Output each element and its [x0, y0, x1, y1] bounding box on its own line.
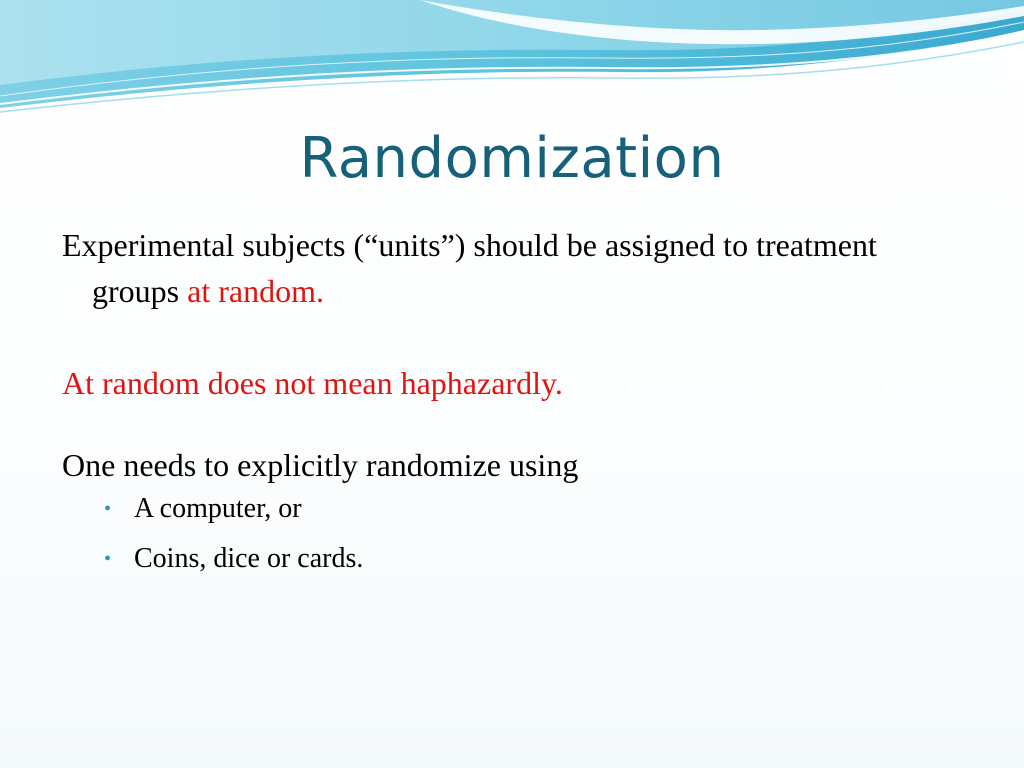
paragraph-randomize-using: One needs to explicitly randomize using: [62, 447, 579, 483]
emphasis-at-random: at random.: [187, 273, 324, 309]
list-item: [62, 542, 962, 576]
slide-title: Randomization: [299, 126, 725, 191]
list-item-text: Coins, dice or cards.: [134, 543, 364, 574]
decorative-wave-banner: [0, 0, 1024, 130]
paragraph-assignment-text: Experimental subjects (“units”) should be assigned to treatment groups: [62, 227, 877, 309]
slide-body: [62, 222, 962, 592]
list-item: [62, 492, 962, 526]
spacer: [62, 314, 962, 360]
spacer: [62, 406, 962, 442]
list-item-text: A computer, or: [134, 493, 302, 524]
bullet-icon: •: [104, 548, 112, 570]
paragraph-assignment: [62, 222, 962, 314]
bullet-icon: •: [104, 498, 112, 520]
bullet-list: [62, 492, 962, 576]
paragraph-haphazard: At random does not mean haphazardly.: [62, 365, 563, 401]
